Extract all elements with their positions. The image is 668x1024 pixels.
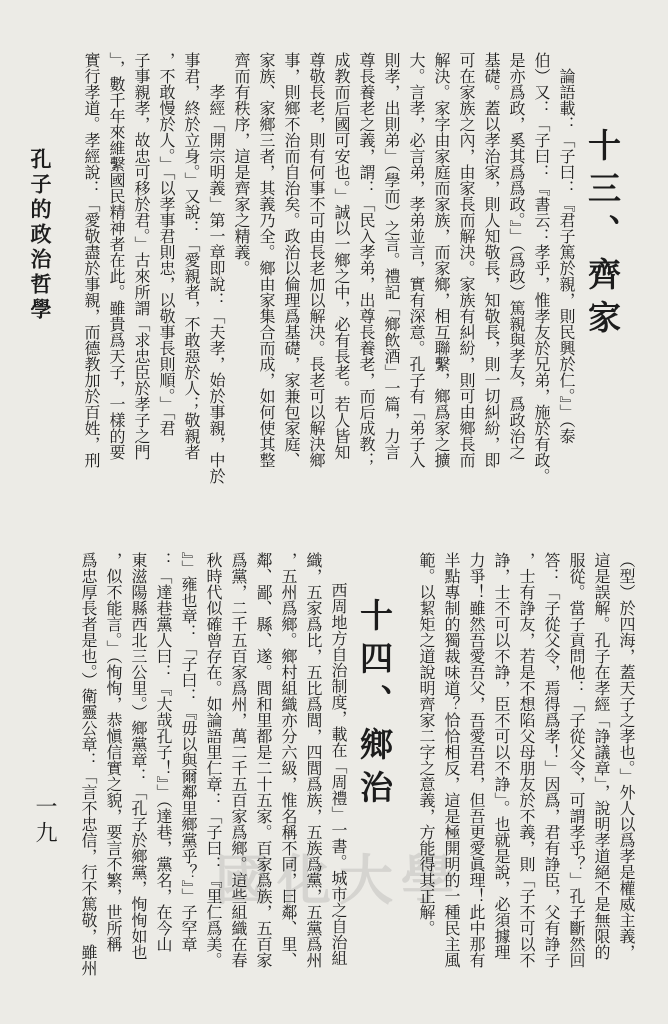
text-column: 子事親孝，故忠可移於君。」古來所謂「求忠臣於孝子之門: [132, 52, 151, 460]
text-column: 秋時代似確曾存在。如論語里仁章：「子曰：『里仁爲美。: [204, 552, 223, 968]
text-column: 範。以絜矩之道說明齊家二字之意義，方能得其正解。: [417, 552, 436, 936]
text-column: 可在家族之內，由家長而解決。家族有糾紛，則可由鄉長而: [457, 52, 476, 468]
text-column: 成教而后國可安也。」誠以一鄉之中，必有長老。若人皆知: [332, 52, 351, 460]
text-column: 西周地方自治制度，載在「周禮」一書。城市之自治組: [329, 582, 348, 966]
text-column: 鄰、鄙、縣、遂。閭和里都是二十五家。百家爲族，五百家: [254, 552, 273, 968]
text-column: 服從。當子貢問他：「子從父令，可謂孝乎？」孔子斷然回: [567, 552, 586, 968]
text-column: 基礎。蓋以孝治家，則人知敬長，知敬長，則一切糾紛，即: [482, 52, 501, 468]
text-column: （型）於四海，蓋天子之孝也。」外人以爲孝是權威主義，: [617, 552, 636, 960]
text-column: 事君，終於立身。」又說：「愛親者，不敢惡於人；敬親者: [182, 52, 201, 460]
text-column: 孝經「開宗明義」第一章即說：「夫孝，始於事親，中於: [207, 84, 226, 484]
text-column: 事，則鄉不治而自治矣。政治以倫理爲基礎，家兼包家庭、: [282, 52, 301, 468]
text-column: 實行孝道。孝經說：「愛敬盡於事親，而德教加於百姓，刑: [82, 52, 101, 468]
text-column: 尊長養老之義，謂：「民入孝弟，出尊長養老，而后成教；: [357, 52, 376, 468]
text-column: 爲忠厚長者是也。）衛靈公章：「言不忠信，行不篤敬，雖州: [79, 552, 98, 976]
text-column: ，五州爲鄉。鄉村組織亦分六級，惟名稱不同，曰鄰、里、: [279, 552, 298, 968]
text-column: 齊而有秩序，這是齊家之精義。: [232, 52, 251, 276]
section-heading-14: 十四、鄉治: [355, 598, 394, 813]
text-column: ：「達巷黨人曰：『大哉孔子！』」（達巷，黨名，在今山: [154, 552, 173, 952]
watermark-text: 國化大學: [215, 849, 463, 912]
text-column: 解決。家字由家庭而家族，而家鄉，相互聯繫，鄉爲家之擴: [432, 52, 451, 468]
text-column: 織，五家爲比，五比爲閭，四閭爲族，五族爲黨，五黨爲州: [304, 552, 323, 968]
text-column: 諍，士不可以不諍，臣不可以不諍」。也就是說，必須據理: [492, 552, 511, 960]
text-column: 則孝，出則弟」（學而）之言。禮記「鄉飲酒」一篇，力言: [382, 52, 401, 460]
page-number: 一九: [32, 795, 57, 847]
text-column: 半點專制的獨裁味道？恰恰相反，這是極開明的一種民主風: [442, 552, 461, 968]
text-column: 」，數千年來維繫國民精神者在此。雖貴爲天子，一樣的要: [107, 52, 126, 460]
text-column: ，似不能言。」（恂恂，恭愼信實之貌，要言不繁，世所稱: [104, 552, 123, 952]
running-header: 孔子的政治哲學: [28, 148, 53, 323]
text-column: 答：「子從父令，焉得爲孝！」因爲，君有諍臣，父有諍子: [542, 552, 561, 968]
section-heading-13: 十三、齊家: [583, 128, 622, 343]
text-column: 伯）又：「子曰：『書云：孝乎，惟孝友於兄弟，施於有政。: [532, 52, 551, 484]
text-column: 』」雍也章：「子曰：『毋以與爾鄰里鄉黨乎？』」子罕章: [179, 552, 198, 952]
text-column: ，士有諍友，若是不想陷父母朋友於不義，則「子不可以不: [517, 552, 536, 968]
text-column: 爲黨，二千五百家爲州，萬二千五百家爲鄉。這些組織在春: [229, 552, 248, 968]
text-column: 力爭！雖然吾愛吾父，吾愛吾君，但吾更愛眞理！此中那有: [467, 552, 486, 968]
text-column: 這是誤解。孔子在孝經「諍議章」，說明孝道絕不是無限的: [592, 552, 611, 960]
text-column: 論語載：「子曰：『君子篤於親，則民興於仁。』」（泰: [557, 68, 576, 444]
text-column: ，不敢慢於人。」「以孝事君則忠，以敬事長則順。」「君: [157, 52, 176, 436]
text-column: 大。言孝，必言弟，孝弟並言，實有深意。孔子有「弟子入: [407, 52, 426, 468]
text-column: 東滋陽縣西北三公里。）鄉黨章：「孔子於鄉黨，恂恂如也: [129, 552, 148, 960]
text-column: 家族、家鄉三者，其義乃全。鄉由家集合而成，如何使其整: [257, 52, 276, 468]
text-column: 尊敬長老，則有何事不可由長老加以解決。長老可以解決鄉: [307, 52, 326, 468]
text-column: 是亦爲政，奚其爲爲政。』」（爲政）篤親與孝友，爲政治之: [507, 52, 526, 460]
